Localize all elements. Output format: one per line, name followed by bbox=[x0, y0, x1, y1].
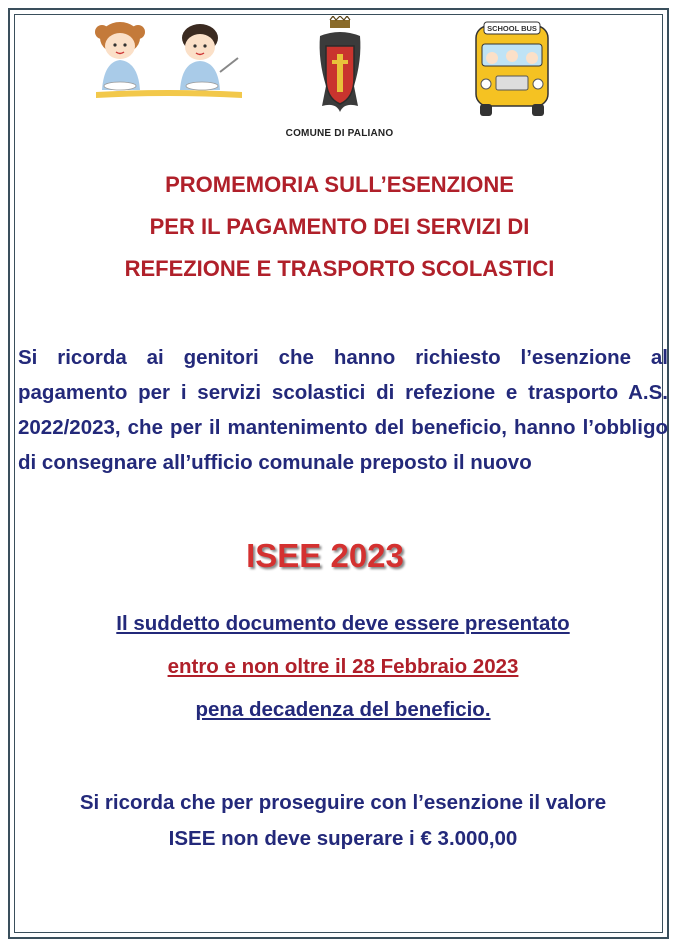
school-bus-icon bbox=[468, 18, 556, 120]
children-eating-icon bbox=[92, 18, 244, 106]
coat-of-arms-icon bbox=[316, 16, 364, 116]
title-line-2: PER IL PAGAMENTO DEI SERVIZI DI bbox=[149, 214, 530, 239]
title-line-3: REFEZIONE E TRASPORTO SCOLASTICI bbox=[124, 256, 555, 281]
body-paragraph: Si ricorda ai genitori che hanno richiesto l’esenzione al pagamento per i servizi scolastici di refezione e trasporto A.S. 2022/2023, che per il mantenimento del beneficio, hanno l’obbligo di consegnare all’ufficio comunale preposto il nuovo bbox=[18, 346, 668, 474]
page-title bbox=[0, 164, 679, 290]
reminder-line-2: ISEE non deve superare i € 3.000,00 bbox=[168, 827, 518, 850]
reminder-line-1: Si ricorda che per proseguire con l’esenzione il valore bbox=[79, 791, 607, 814]
isee-threshold-reminder bbox=[0, 785, 679, 857]
municipality-name: COMUNE DI PALIANO bbox=[285, 128, 394, 139]
isee-heading: ISEE 2023 bbox=[246, 537, 404, 574]
title-line-1: PROMEMORIA SULL’ESENZIONE bbox=[165, 172, 514, 197]
notice-line-2: entro e non oltre il 28 Febbraio 2023 bbox=[167, 655, 519, 678]
notice-line-3: pena decadenza del beneficio. bbox=[195, 698, 491, 721]
bus-sign-text: SCHOOL BUS bbox=[487, 24, 537, 33]
deadline-notice bbox=[0, 602, 679, 731]
notice-line-1: Il suddetto documento deve essere presentato bbox=[116, 612, 570, 635]
